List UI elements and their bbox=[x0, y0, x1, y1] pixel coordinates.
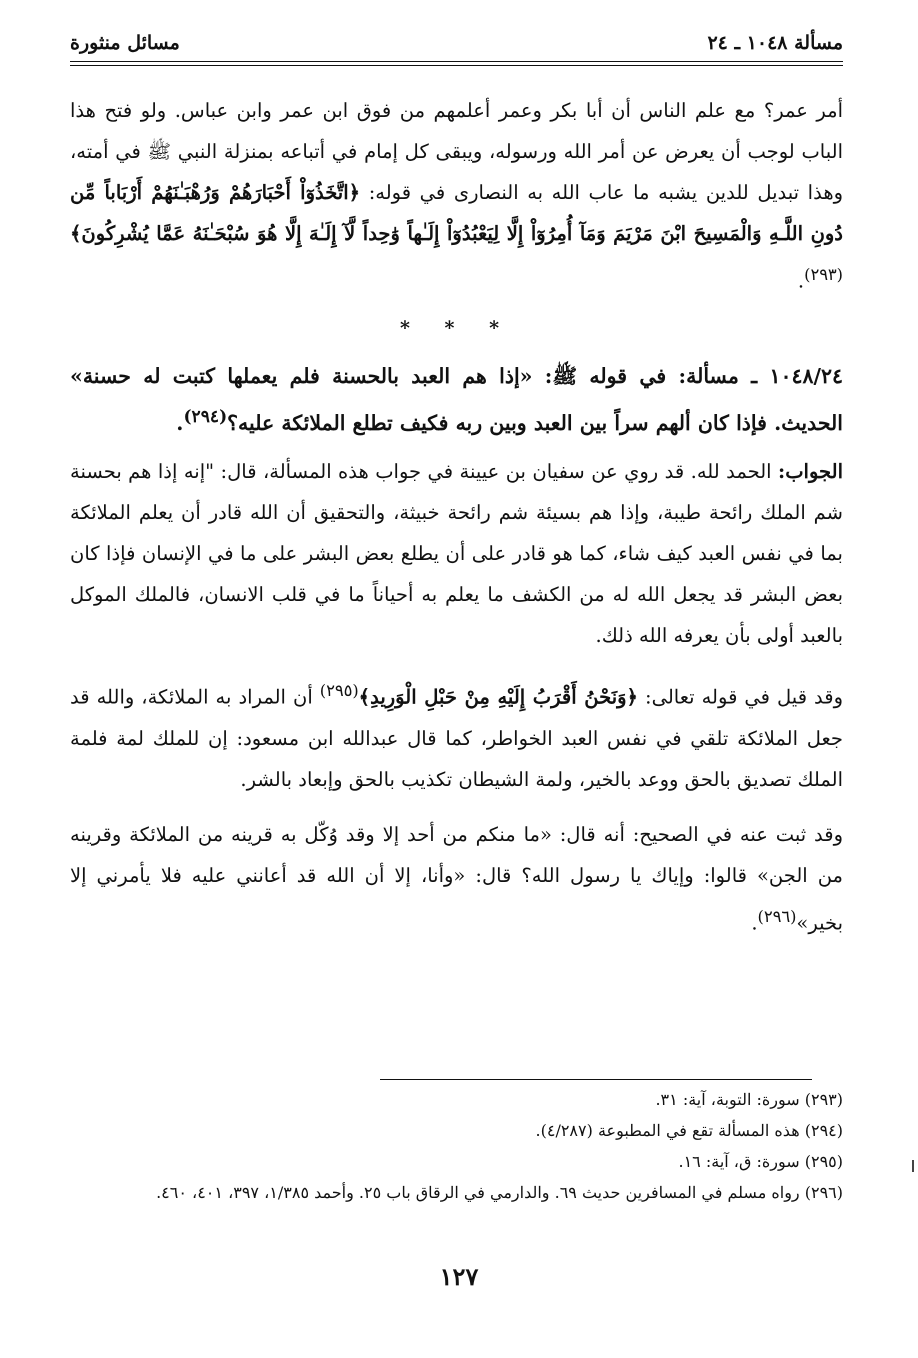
qaf-verse-paragraph bbox=[70, 670, 843, 800]
margin-mark bbox=[912, 1160, 914, 1172]
intro-paragraph: أمر عمر؟ مع علم الناس أن أبا بكر وعمر أعلمهم من فوق ابن عمر وابن عباس. ولو فتح هذا الباب لوجب أن يعرض عن أمر الله ورسوله، ويبقى كل إمام في أتباعه بمنزلة النبي ﷺ في أمته، وهذا تبديل للدين يشبه ما عاب الله به النصارى في قوله: ﴿اتَّخَذُوٓاْ أَحْبَارَهُمْ وَرُهْبَـٰنَهُمْ أَرْبَاباً مِّن دُونِ اللَّـهِ وَالْمَسِيحَ ابْنَ مَرْيَمَ وَمَآ أُمِرُوٓاْ إِلَّا لِيَعْبُدُوٓاْ إِلَـٰهاً وَ‌ٰحِداً لَّآ إِلَـٰهَ إِلَّا هُوَ سُبْحَـٰنَهُ عَمَّا يُشْرِكُونَ﴾$^{(٢٩٣)}$. bbox=[70, 99, 844, 293]
header-book-title: مسائل منثورة bbox=[70, 32, 180, 54]
question-heading: ١٠٤٨/٢٤ ـ مسألة: في قوله ﷺ: «إذا هم العبد بالحسنة فلم يعملها كتبت له حسنة» الحديث. فإذا كان ألهم سراً بين العبد وبين ربه فكيف تطلع الملائكة عليه؟$^{(٢٩٤)}$. bbox=[70, 363, 843, 435]
para2-lead: وقد قيل في قوله تعالى: bbox=[645, 685, 844, 709]
footnote-294: (٢٩٤) هذه المسألة تقع في المطبوعة (٤/٢٨٧). bbox=[535, 1121, 843, 1140]
header-issue-ref: مسألة ١٠٤٨ ـ ٢٤ bbox=[707, 32, 843, 54]
answer-paragraph bbox=[70, 451, 843, 656]
quran-verse-qaf: ﴿وَنَحْنُ أَقْرَبُ إِلَيْهِ مِنْ حَبْلِ الْوَرِيدِ﴾ bbox=[358, 685, 638, 709]
running-header bbox=[70, 26, 843, 60]
question-text: ١٠٤٨/٢٤ ـ مسألة: في قوله ﷺ: «إذا هم العبد بالحسنة فلم يعملها كتبت له حسنة» الحديث. فإذا كان ألهم سراً بين العبد وبين ربه فكيف تطلع الملائكة عليه؟ bbox=[70, 363, 843, 435]
footnote-ref-296: (٢٩٦) bbox=[757, 906, 797, 926]
header-rule-secondary bbox=[70, 65, 843, 66]
answer-text: الحمد لله. قد روي عن سفيان بن عيينة في جواب هذه المسألة، قال: "إنه إذا هم بحسنة شم الملك رائحة طيبة، وإذا هم بسيئة شم رائحة خبيثة، والتحقيق أن الله قادر أن يعلم الملائكة بما في نفس العبد كيف شاء، كما هو قادر على أن يطلع بعض البشر على ما في الإنسان فإذا كان بعض البشر قد يجعل الله له من الكشف ما يعلم به أحياناً ما في قلب الانسان، فالملك الموكل بالعبد أولى بأن يعرفه الله ذلك. bbox=[70, 460, 843, 648]
footnote-295: (٢٩٥) سورة: ق، آية: ١٦. bbox=[678, 1152, 843, 1171]
footnote-296: (٢٩٦) رواه مسلم في المسافرين حديث ٦٩. والدارمي في الرقاق باب ٢٥. وأحمد ١/٣٨٥، ٣٩٧، ٤٠١، ٤٦٠. bbox=[156, 1183, 843, 1202]
hadith-paragraph: وقد ثبت عنه في الصحيح: أنه قال: «ما منكم من أحد إلا وقد وُكّل به قرينه من الملائكة وقرينه من الجن» قالوا: وإياك يا رسول الله؟ قال: «وأنا، إلا أن الله قد أعانني عليه فلا يأمرني إلا بخير»$^{(٢٩٦)}$. bbox=[70, 822, 843, 935]
header-rule bbox=[70, 61, 843, 62]
answer-label: الجواب: bbox=[778, 460, 843, 484]
quran-verse-tawba: ﴿اتَّخَذُوٓاْ أَحْبَارَهُمْ وَرُهْبَـٰنَهُمْ أَرْبَاباً مِّن دُونِ اللَّـهِ وَالْمَسِيحَ ابْنَ مَرْيَمَ وَمَآ أُمِرُوٓاْ إِلَّا لِيَعْبُدُوٓاْ إِلَـٰهاً وَ‌ٰحِداً لَّآ إِلَـٰهَ إِلَّا هُوَ سُبْحَـٰنَهُ عَمَّا يُشْرِكُونَ﴾ bbox=[70, 181, 843, 245]
intro-text: أمر عمر؟ مع علم الناس أن أبا بكر وعمر أعلمهم من فوق ابن عمر وابن عباس. ولو فتح هذا الباب لوجب أن يعرض عن أمر الله ورسوله، ويبقى كل إمام في أتباعه بمنزلة النبي ﷺ في أمته، وهذا تبديل للدين يشبه ما عاب الله به النصارى في قوله: bbox=[70, 99, 844, 204]
footnote-ref-293: (٢٩٣) bbox=[804, 265, 843, 284]
section-separator: * * * bbox=[399, 316, 514, 339]
footnote-293: (٢٩٣) سورة: التوبة، آية: ٣١. bbox=[655, 1090, 843, 1109]
body-text bbox=[70, 90, 843, 943]
footnote-ref-294: (٢٩٤) bbox=[183, 406, 228, 427]
para3-text: وقد ثبت عنه في الصحيح: أنه قال: «ما منكم من أحد إلا وقد وُكّل به قرينه من الملائكة وقرينه من الجن» قالوا: وإياك يا رسول الله؟ قال: «وأنا، إلا أن الله قد أعانني عليه فلا يأمرني إلا بخير» bbox=[70, 822, 843, 935]
page-number: ١٢٧ bbox=[439, 1262, 479, 1291]
footnotes bbox=[70, 1084, 843, 1208]
para2-text: أن المراد به الملائكة، والله قد جعل الملائكة تلقي في نفس العبد الخواطر، كما قال عبدالله ابن مسعود: إن للملك لمة فلمة الملك تصديق بالحق ووعد بالخير، ولمة الشيطان تكذيب بالحق وإبعاد بالشر. bbox=[70, 685, 843, 791]
footnote-rule bbox=[380, 1079, 812, 1080]
footnote-ref-295: (٢٩٥) bbox=[319, 681, 359, 701]
